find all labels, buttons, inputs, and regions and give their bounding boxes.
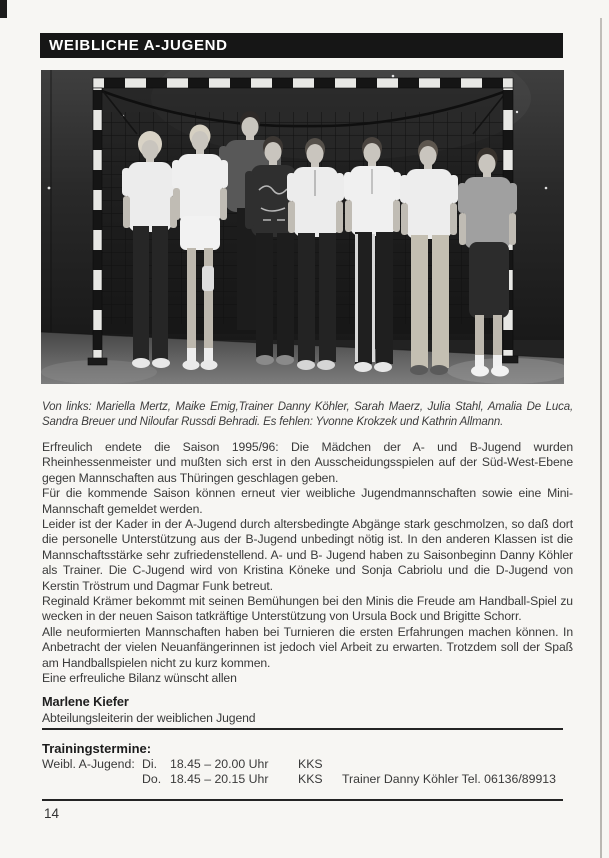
paragraph: Reginald Krämer bekommt mit seinen Bemühungen bei den Minis die Freude am Handball-Spiel zu wecken in der neuen Saison tatkräftige Unterstützung von Ursula Bock und Brigitte Schorr.: [42, 594, 573, 624]
training-location: KKS: [298, 771, 323, 786]
training-note: [342, 757, 565, 772]
paragraph: Für die kommende Saison können erneut vier weibliche Jugendmannschaften sowie eine Mini-Mannschaft gemeldet werden.: [42, 486, 573, 516]
signature-name: Marlene Kiefer: [42, 693, 129, 709]
article-body: [42, 440, 573, 726]
paragraph: Erfreulich endete die Saison 1995/96: Die Mädchen der A- und B-Jugend wurden Rheinhessenmeister und mußten sich erst in den Ausscheidungsspielen auf der Süd-West-Ebene gegen Mannschaften aus Thüringen geschlagen geben.: [42, 440, 573, 485]
page-number: 14: [44, 806, 60, 821]
training-section: [42, 741, 565, 787]
print-registration-mark: [0, 0, 7, 18]
training-title: Trainingstermine:: [42, 741, 152, 756]
page-title: WEIBLICHE A-JUGEND: [49, 37, 228, 54]
paragraph: Leider ist der Kader in der A-Jugend durch altersbedingte Abgänge stark geschmolzen, so daß dort die personelle Unterstützung aus der B-Jugend unbedingt nötig ist. In den anderen Klassen ist die Mannschaftsstärke sehr zufriedenstellend. A- und B- Jugend haben zu Saisonbeginn Danny Köhler als Trainer. Die C-Jugend wird von Kristina Köneke und Sonja Cabriolu und die D-Jugend von Kerstin Tröstrum und Dagmar Funk betreut.: [42, 517, 573, 593]
training-row: [42, 757, 565, 772]
section-header-bar: [40, 33, 563, 58]
signature-block: [42, 694, 573, 726]
training-row: [42, 772, 565, 787]
training-day: Di.: [142, 757, 158, 771]
training-team: Weibl. A-Jugend:: [42, 757, 135, 771]
training-team: [42, 772, 142, 787]
photo-caption: Von links: Mariella Mertz, Maike Emig,Trainer Danny Köhler, Sarah Maerz, Julia Stahl, Amalia De Luca, Sandra Breuer und Niloufar Russdi Behradi. Es fehlen: Yvonne Krokzek und Kathrin Allmann.: [42, 400, 573, 429]
team-photo: [41, 70, 564, 384]
training-location: KKS: [298, 757, 323, 771]
training-time: 18.45 – 20.15 Uhr: [170, 771, 269, 786]
training-day: Do.: [142, 771, 162, 786]
signature-role: Abteilungsleiterin der weiblichen Jugend: [42, 710, 256, 725]
training-note: Trainer Danny Köhler Tel. 06136/89913: [342, 771, 556, 786]
paragraph: Alle neuformierten Mannschaften haben bei Turnieren die ersten Erfahrungen machen können. In Anbetracht der vielen Neuanfängerinnen ist jedoch viel Arbeit zu erwarten. Trotzdem soll der Spaß am Handballspielen nicht zu kurz kommen.: [42, 624, 573, 670]
divider-bottom: [42, 799, 563, 801]
paragraph: Eine erfreuliche Bilanz wünscht allen: [42, 671, 237, 686]
divider-top: [42, 728, 563, 730]
team-photo-illustration: [41, 70, 564, 384]
page-edge-shadow: [600, 18, 602, 858]
training-time: 18.45 – 20.00 Uhr: [170, 757, 269, 771]
